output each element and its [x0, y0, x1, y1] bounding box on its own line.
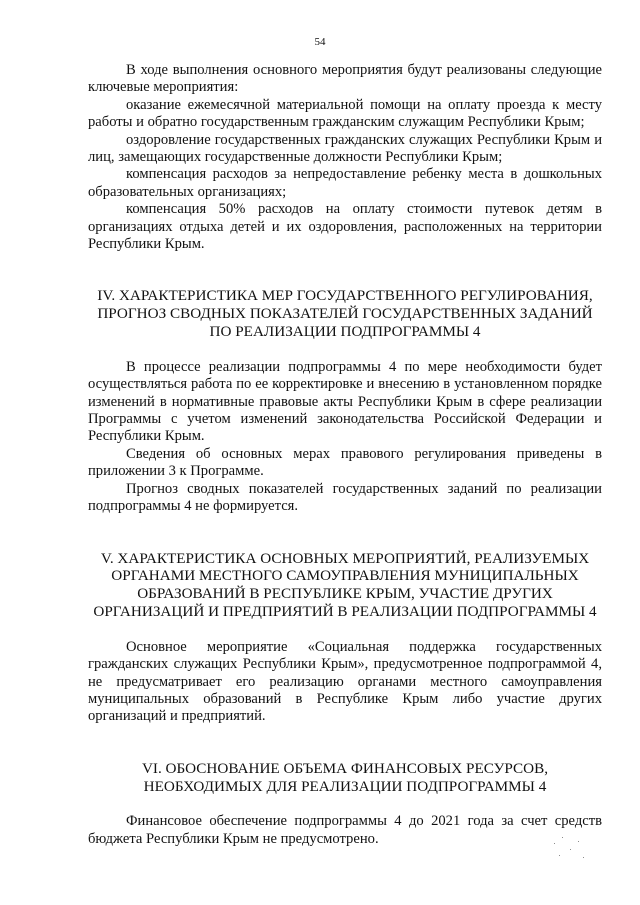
document-body	[88, 62, 602, 848]
heading-line: ПРОГНОЗ СВОДНЫХ ПОКАЗАТЕЛЕЙ ГОСУДАРСТВЕННЫХ ЗАДАНИЙ	[97, 305, 593, 323]
heading-line: VI. ОБОСНОВАНИЕ ОБЪЕМА ФИНАНСОВЫХ РЕСУРСОВ,	[141, 759, 549, 777]
section-4-paragraph: Сведения об основных мерах правового регулирования приведены в приложении 3 к Программе.	[88, 445, 602, 480]
list-item-vouchers: компенсация 50% расходов на оплату стоимости путевок детям в организациях отдыха детей и их оздоровления, расположенных на территории Республики Крым.	[88, 201, 602, 253]
list-item-health: оздоровление государственных гражданских служащих Республики Крым и лиц, замещающих государственные должности Республики Крым;	[88, 131, 602, 166]
heading-line: ПО РЕАЛИЗАЦИИ ПОДПРОГРАММЫ 4	[209, 323, 481, 341]
scan-specks	[550, 835, 590, 865]
list-item-preschool-compensation: компенсация расходов за непредоставление ребенку места в дошкольных образовательных организациях;	[88, 166, 602, 200]
section-5-heading	[88, 550, 602, 621]
heading-line: IV. ХАРАКТЕРИСТИКА МЕР ГОСУДАРСТВЕННОГО РЕГУЛИРОВАНИЯ,	[97, 287, 593, 305]
heading-line: ОРГАНИЗАЦИЙ И ПРЕДПРИЯТИЙ В РЕАЛИЗАЦИИ ПОДПРОГРАММЫ 4	[93, 602, 597, 620]
section-6-heading	[88, 760, 602, 796]
heading-line: ОБРАЗОВАНИЙ В РЕСПУБЛИКЕ КРЫМ, УЧАСТИЕ ДРУГИХ	[137, 585, 553, 603]
section-4-heading	[88, 287, 602, 340]
section-6-paragraph: Финансовое обеспечение подпрограммы 4 до 2021 года за счет средств бюджета Республики Крым не предусмотрено.	[88, 813, 602, 847]
list-item-travel-aid: оказание ежемесячной материальной помощи на оплату проезда к месту работы и обратно государственным гражданским служащим Республики Крым;	[88, 96, 602, 131]
heading-line: ОРГАНАМИ МЕСТНОГО САМОУПРАВЛЕНИЯ МУНИЦИПАЛЬНЫХ	[111, 567, 579, 585]
heading-line: НЕОБХОДИМЫХ ДЛЯ РЕАЛИЗАЦИИ ПОДПРОГРАММЫ 4	[143, 777, 547, 795]
heading-line: V. ХАРАКТЕРИСТИКА ОСНОВНЫХ МЕРОПРИЯТИЙ, РЕАЛИЗУЕМЫХ	[100, 549, 590, 567]
section-5-paragraph: Основное мероприятие «Социальная поддержка государственных гражданских служащих Республики Крым», предусмотренное подпрограммой 4, не предусматривает его реализацию органами местного самоуправления муниципальных образований в Республике Крым либо участие других организаций и предприятий.	[88, 638, 602, 725]
section-4-paragraph: Прогноз сводных показателей государственных заданий по реализации подпрограммы 4 не формируется.	[88, 480, 602, 515]
section-4-paragraph: В процессе реализации подпрограммы 4 по мере необходимости будет осуществляться работа по ее корректировке и внесению в установленном порядке изменений в нормативные правовые акты Республики Крым в сфере реализации Программы с учетом изменений законодательства Российской Федерации и Республики Крым.	[88, 358, 602, 445]
page-number: 54	[314, 36, 326, 48]
paragraph-intro: В ходе выполнения основного мероприятия будут реализованы следующие ключевые мероприятия:	[88, 62, 602, 96]
